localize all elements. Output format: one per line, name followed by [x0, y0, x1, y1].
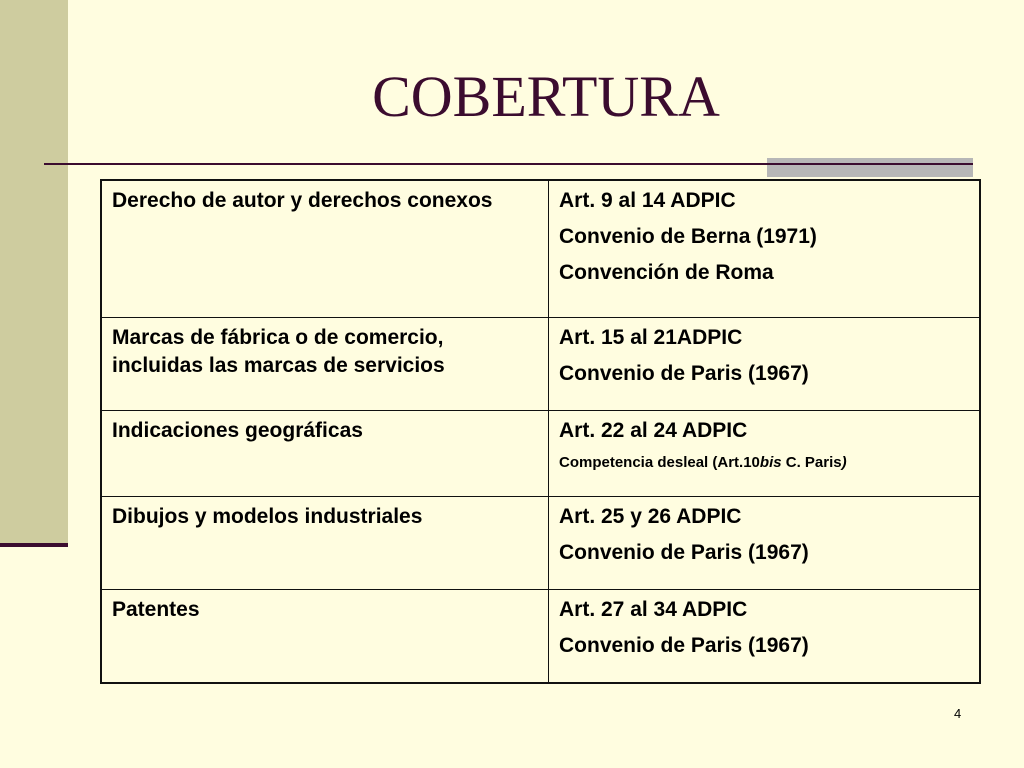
coverage-table: [100, 179, 981, 684]
ref-note-italic: bis: [759, 453, 782, 471]
accent-bar-bottom: [767, 165, 973, 177]
refs-cell: [549, 496, 981, 589]
left-decorative-band: [0, 0, 68, 546]
category-cell: Derecho de autor y derechos conexos: [101, 180, 549, 317]
category-cell: Patentes: [101, 589, 549, 683]
ref-line: Art. 15 al 21ADPIC: [559, 325, 743, 349]
ref-note-closing: ): [841, 453, 847, 471]
refs-cell: [549, 317, 981, 410]
ref-line: Convenio de Paris (1967): [559, 361, 809, 385]
refs-cell: [549, 180, 981, 317]
table-row: [101, 410, 980, 496]
slide-title: COBERTURA: [372, 64, 720, 129]
ref-note-text: C. Paris: [781, 453, 842, 471]
left-band-rule: [0, 543, 68, 547]
table-row: [101, 317, 980, 410]
category-cell: Indicaciones geográficas: [101, 410, 549, 496]
ref-line: Convenio de Paris (1967): [559, 540, 809, 564]
category-cell: Marcas de fábrica o de comercio, incluidas las marcas de servicios: [101, 317, 549, 410]
table-row: [101, 589, 980, 683]
ref-line: Art. 22 al 24 ADPIC: [559, 418, 748, 442]
ref-line: Art. 27 al 34 ADPIC: [559, 597, 748, 621]
ref-line: Convención de Roma: [559, 261, 774, 284]
table-row: [101, 180, 980, 317]
ref-line: Art. 9 al 14 ADPIC: [559, 189, 736, 212]
page-number: 4: [954, 706, 962, 721]
table-row: [101, 496, 980, 589]
ref-note: [559, 453, 969, 473]
ref-line: Convenio de Paris (1967): [559, 633, 809, 657]
ref-line: Art. 25 y 26 ADPIC: [559, 504, 742, 528]
refs-cell: [549, 589, 981, 683]
refs-cell: [549, 410, 981, 496]
ref-line: Convenio de Berna (1971): [559, 225, 817, 248]
ref-note-text: Competencia desleal (Art.10: [559, 453, 760, 471]
category-cell: Dibujos y modelos industriales: [101, 496, 549, 589]
title-divider: [44, 163, 973, 165]
